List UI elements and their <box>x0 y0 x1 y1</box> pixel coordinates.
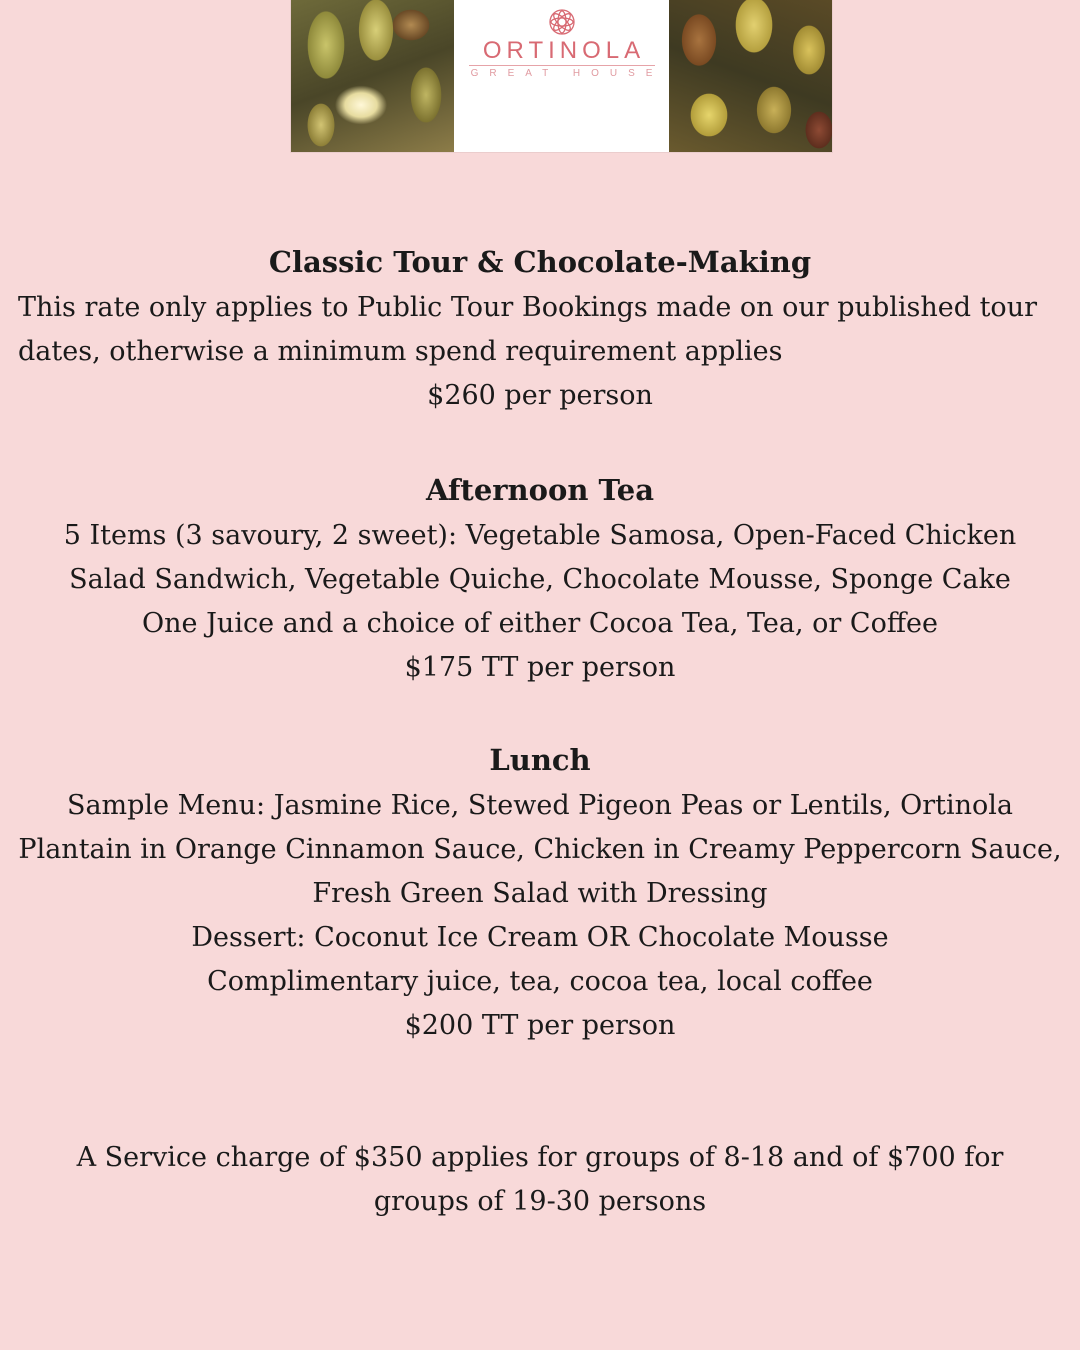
section-text: Fresh Green Salad with Dressing <box>312 878 768 909</box>
section-text: Dessert: Coconut Ice Cream OR Chocolate Mousse <box>191 922 889 953</box>
logo-name: ORTINOLA <box>482 37 646 64</box>
section-title-afternoon-tea: Afternoon Tea <box>425 473 655 507</box>
logo <box>454 0 669 152</box>
header-banner <box>291 0 832 152</box>
service-charge-note: groups of 19-30 persons <box>373 1186 707 1217</box>
section-title-lunch: Lunch <box>489 743 591 777</box>
section-text: 5 Items (3 savoury, 2 sweet): Vegetable Samosa, Open-Faced Chicken <box>63 520 1017 551</box>
section-title-classic-tour: Classic Tour & Chocolate-Making <box>268 245 812 279</box>
cocoa-pods-photo-left <box>291 0 454 152</box>
section-price: $175 TT per person <box>404 652 676 683</box>
section-text: Sample Menu: Jasmine Rice, Stewed Pigeon Peas or Lentils, Ortinola <box>66 790 1014 821</box>
section-text: dates, otherwise a minimum spend requirement applies <box>18 336 783 367</box>
section-text: Complimentary juice, tea, cocoa tea, local coffee <box>207 966 873 997</box>
logo-mark-icon <box>548 8 576 36</box>
cocoa-pods-photo-right <box>669 0 832 152</box>
section-text: This rate only applies to Public Tour Bookings made on our published tour <box>18 292 1037 323</box>
section-text: One Juice and a choice of either Cocoa Tea, Tea, or Coffee <box>142 608 938 639</box>
section-price: $260 per person <box>427 380 653 411</box>
section-price: $200 TT per person <box>404 1010 676 1041</box>
section-text: Salad Sandwich, Vegetable Quiche, Chocolate Mousse, Sponge Cake <box>69 564 1011 595</box>
logo-subtitle: GREAT HOUSE <box>470 68 664 79</box>
logo-divider <box>469 65 655 66</box>
service-charge-note: A Service charge of $350 applies for groups of 8-18 and of $700 for <box>76 1142 1004 1173</box>
section-text: Plantain in Orange Cinnamon Sauce, Chicken in Creamy Peppercorn Sauce, <box>18 834 1062 865</box>
